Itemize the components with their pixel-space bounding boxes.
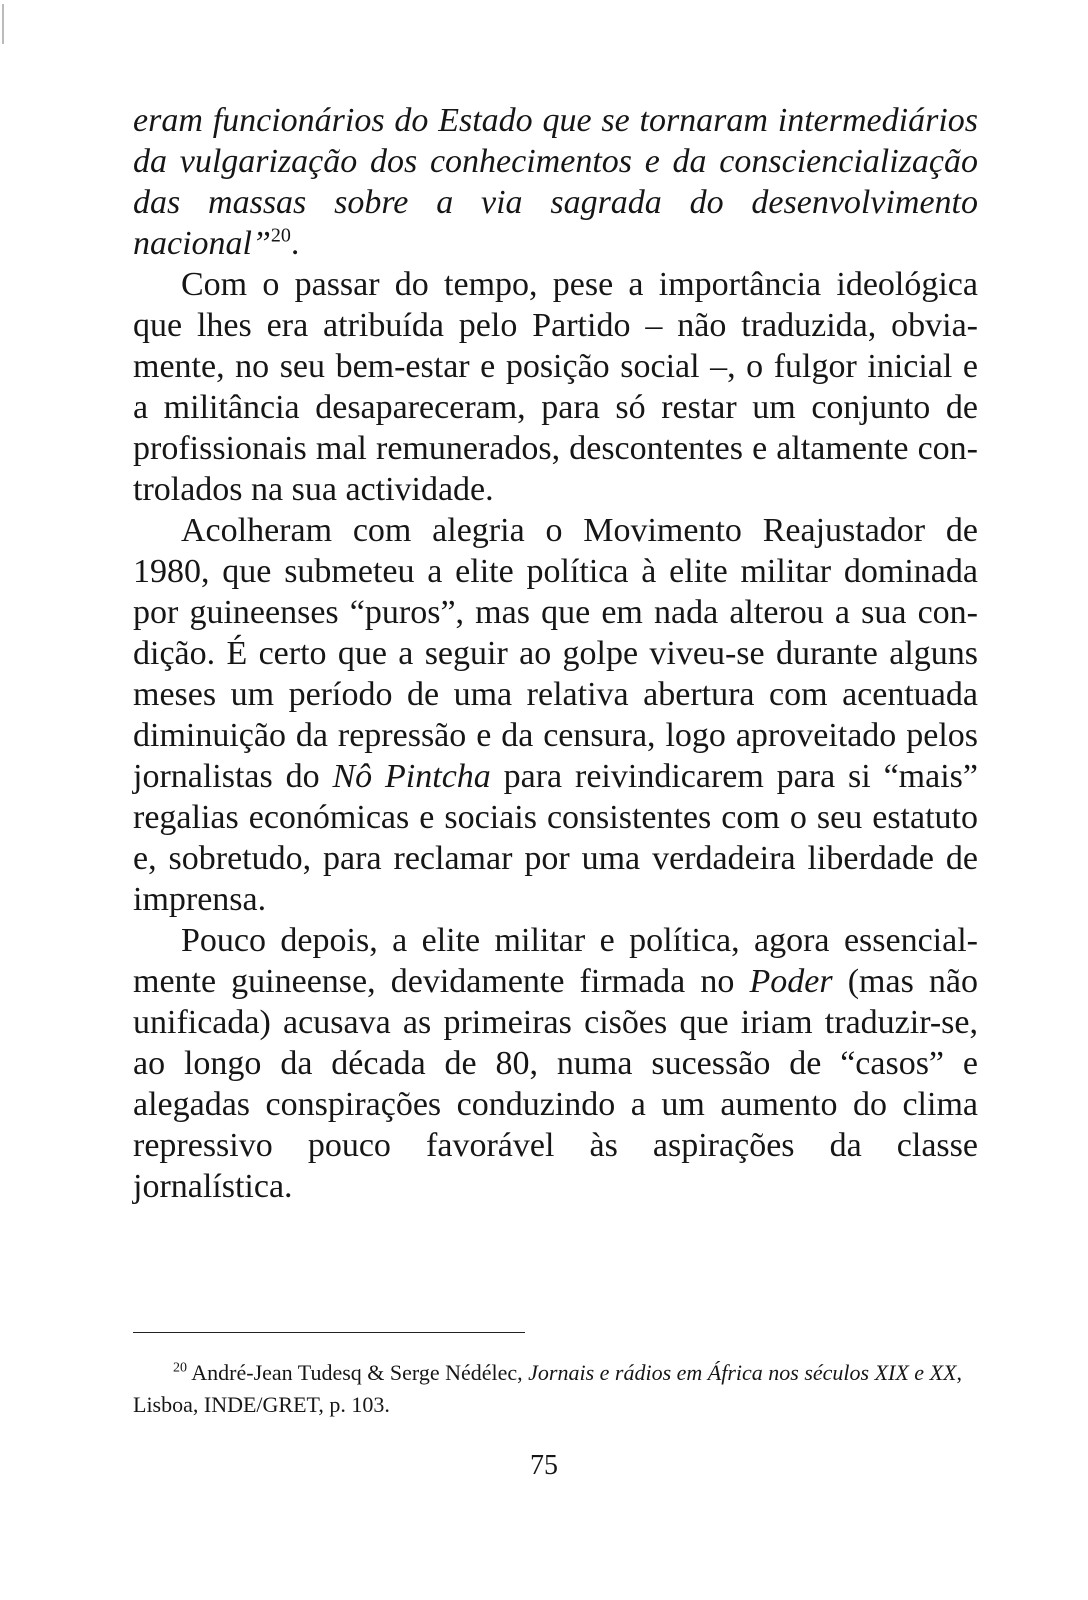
footnote-authors: André-Jean Tudesq & Serge Nédélec,: [187, 1360, 529, 1385]
newspaper-title: Nô Pintcha: [332, 758, 491, 795]
page-number: 75: [530, 1450, 558, 1481]
footnote-book-title: Jornais e rádios em África nos séculos XIX e XX: [528, 1360, 957, 1385]
paragraph-1: Com o passar do tempo, pese a importância ideológica que lhes era atribuída pelo Partido – não traduzida, obviamente, no seu bem-estar e posição social –, o fulgor inicial e a militância desapareceram, para só restar um conjunto de profissionais mal remunerados, descontentes e altamente controlados na sua actividade.: [133, 266, 978, 508]
footnote-text: [133, 1357, 1003, 1421]
scan-edge-mark: [2, 4, 4, 44]
quote-end-text: eram funcionários do Estado que se tornaram intermediários da vulgarização dos conhecimentos e da consciencialização das massas sobre a via sagrada do desenvolvimento nacional”: [133, 102, 978, 262]
footnote-publication: , Lisboa, INDE/GRET, p. 103.: [133, 1360, 962, 1417]
footnote: [133, 1357, 1003, 1421]
body-text: [133, 100, 978, 1207]
paragraph-2-part-b: para reivindicarem para si “mais” regalias económicas e sociais consistentes com o seu estatuto e, sobretudo, para reclamar por uma verdadeira liberdade de imprensa.: [133, 758, 978, 918]
footnote-number: 20: [173, 1360, 187, 1376]
paragraph-3: [133, 920, 978, 1207]
paragraph-quote-end: [133, 100, 978, 264]
poder-emphasis: Poder: [749, 963, 833, 1000]
paragraph-3-part-b: (mas não unificada) acusava as primeiras cisões que iriam traduzir-se, ao longo da década de 80, numa sucessão de “casos” e alegadas conspirações conduzindo a um aumento do clima repressivo pouco favorável às aspirações da classe jornalística.: [133, 963, 978, 1205]
paragraph-2-part-a: Acolheram com alegria o Movimento Reajustador de 1980, que submeteu a elite política à elite militar dominada por guineenses “puros”, mas que em nada alterou a sua condição. É certo que a seguir ao golpe viveu-se durante alguns meses um período de uma relativa abertura com acentuada diminuição da repressão e da censura, logo aproveitado pelos jornalistas do: [133, 512, 978, 795]
paragraph-2: [133, 510, 978, 920]
footnote-reference[interactable]: 20: [270, 224, 291, 247]
footnote-divider: [133, 1332, 525, 1333]
paragraph-3-part-a: Pouco depois, a elite militar e política, agora essencialmente guineense, devidamente firmada no: [133, 922, 978, 1000]
quote-end-punctuation: .: [290, 225, 300, 262]
